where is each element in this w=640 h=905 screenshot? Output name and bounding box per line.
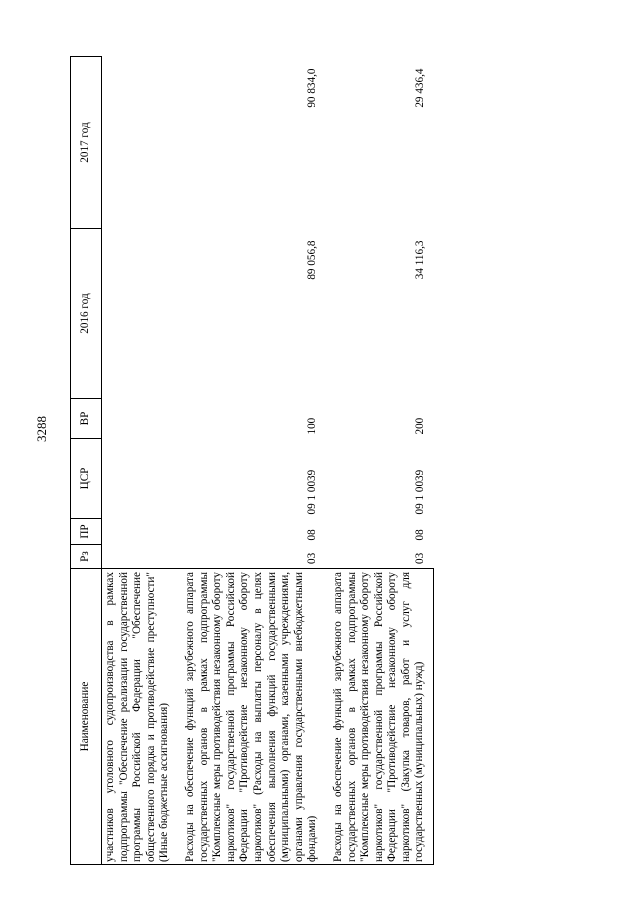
row-name: Расходы на обеспечение функций зарубежного аппарата государственных органов в рамках подпрограммы "Комплексные меры противодействия незаконному обороту наркотиков" государственной программы Российской Федерации "Противодействие незаконному обороту наркотиков" (Расходы на выплаты персоналу в целях обеспечения выполнения функций государственными (муниципальными) органами, казенными учреждениями, органами управления государственными внебюджетными фондами)	[178, 569, 326, 865]
header-2016: 2016 год	[71, 229, 102, 399]
row-rz: 03	[306, 552, 319, 564]
header-name: Наименование	[71, 569, 102, 865]
row-pr: 08	[306, 529, 319, 541]
row-2017: 29 436,4	[413, 68, 426, 108]
row-vr	[102, 399, 178, 439]
row-2016	[102, 229, 178, 399]
row-vr: 100	[306, 417, 319, 435]
row-2017	[102, 57, 178, 229]
row-rz: 03	[413, 552, 426, 564]
row-2017: 90 834,0	[306, 68, 319, 108]
row-name: Расходы на обеспечение функций зарубежного аппарата государственных органов в рамках подпрограммы "Комплексные меры противодействия незаконному обороту наркотиков" государственной программы Российской Федерации "Противодействие незаконному обороту наркотиков" (Закупка товаров, работ и услуг для государственных (муниципальных) нужд)	[326, 569, 434, 865]
rotated-page-content	[70, 57, 610, 865]
header-pr: ПР	[71, 519, 102, 545]
row-csr	[102, 439, 178, 519]
header-csr: ЦСР	[71, 439, 102, 519]
row-pr: 08	[413, 529, 426, 541]
header-vr: ВР	[71, 399, 102, 439]
header-2017: 2017 год	[71, 57, 102, 229]
row-pr	[102, 519, 178, 545]
row-csr: 09 1 0039	[413, 469, 426, 515]
header-rz: Рз	[71, 545, 102, 569]
table-row	[102, 57, 178, 865]
page-number: 3288	[34, 416, 49, 442]
row-vr: 200	[413, 417, 426, 435]
row-rz	[102, 545, 178, 569]
table-header-row	[71, 57, 102, 865]
row-2016: 89 056,8	[306, 240, 319, 280]
row-2016: 34 116,3	[413, 240, 426, 280]
budget-table	[70, 56, 434, 865]
row-csr: 09 1 0039	[306, 469, 319, 515]
table-row	[326, 57, 434, 865]
table-row	[178, 57, 326, 865]
row-name: участников уголовного судопроизводства в рамках подпрограммы "Обеспечение реализации государственной программы Российской Федерации "Обеспечение общественного порядка и противодействие преступности" (Иные бюджетные ассигнования)	[102, 569, 178, 865]
